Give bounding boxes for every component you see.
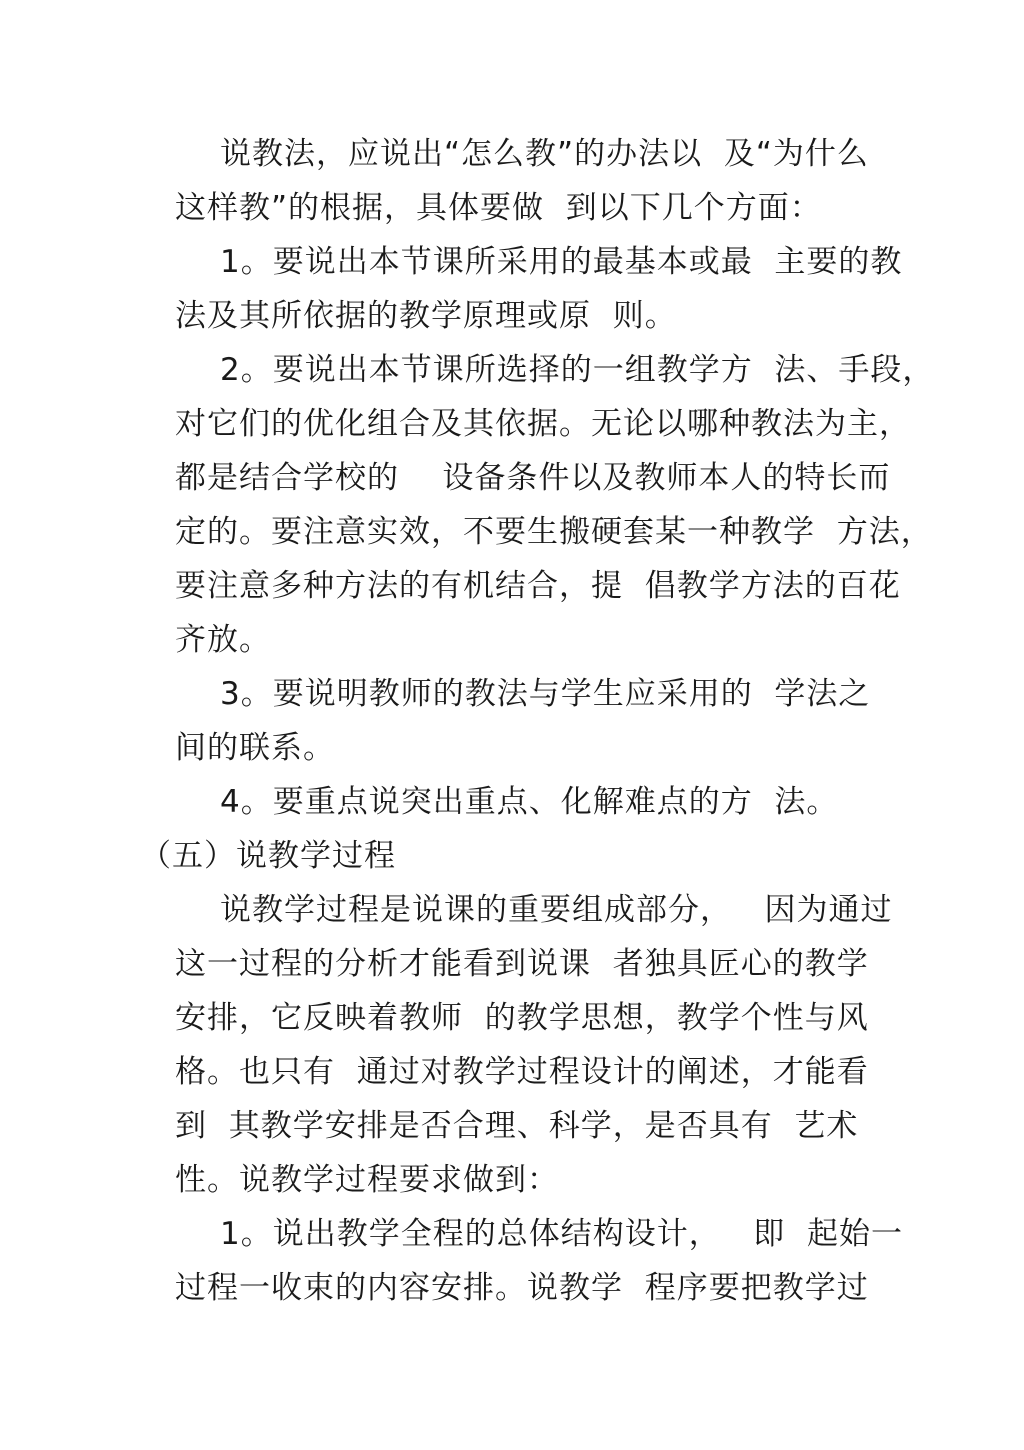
text-line: 说教学过程是说课的重要组成部分， 因为通过 [220, 892, 893, 928]
text-line: 这一过程的分析才能看到说课 者独具匠心的教学 [175, 946, 869, 982]
text-line: 2。要说出本节课所选择的一组教学方 法、手段， [220, 352, 935, 388]
text-line: 安排，它反映着教师 的教学思想，教学个性与风 [175, 1000, 869, 1036]
text-line: 到 其教学安排是否合理、科学，是否具有 艺术 [175, 1108, 859, 1144]
text-line: 1。说出教学全程的总体结构设计， 即 起始一 [220, 1216, 903, 1252]
text-line: 都是结合学校的 设备条件以及教师本人的特长而 [175, 460, 891, 496]
text-line: 对它们的优化组合及其依据。无论以哪种教法为主， [175, 406, 911, 442]
text-line: 格。也只有 通过对教学过程设计的阐述，才能看 [175, 1054, 869, 1090]
text-line: 齐放。 [175, 622, 271, 658]
text-line: 间的联系。 [175, 730, 335, 766]
text-line: 1。要说出本节课所采用的最基本或最 主要的教 [220, 244, 903, 280]
text-line: 3。要说明教师的教法与学生应采用的 学法之 [220, 676, 871, 712]
text-line: 要注意多种方法的有机结合，提 倡教学方法的百花 [175, 568, 901, 604]
text-line: 过程一收束的内容安排。说教学 程序要把教学过 [175, 1270, 869, 1306]
section-heading: （五）说教学过程 [140, 838, 396, 874]
text-line: 性。说教学过程要求做到： [175, 1162, 559, 1198]
text-line: 这样教”的根据，具体要做 到以下几个方面： [175, 190, 822, 226]
text-line: 说教法，应说出“怎么教”的办法以 及“为什么 [220, 136, 869, 172]
text-line: 4。要重点说突出重点、化解难点的方 法。 [220, 784, 839, 820]
text-line: 法及其所依据的教学原理或原 则。 [175, 298, 677, 334]
text-line: 定的。要注意实效，不要生搬硬套某一种教学 方法， [175, 514, 933, 550]
